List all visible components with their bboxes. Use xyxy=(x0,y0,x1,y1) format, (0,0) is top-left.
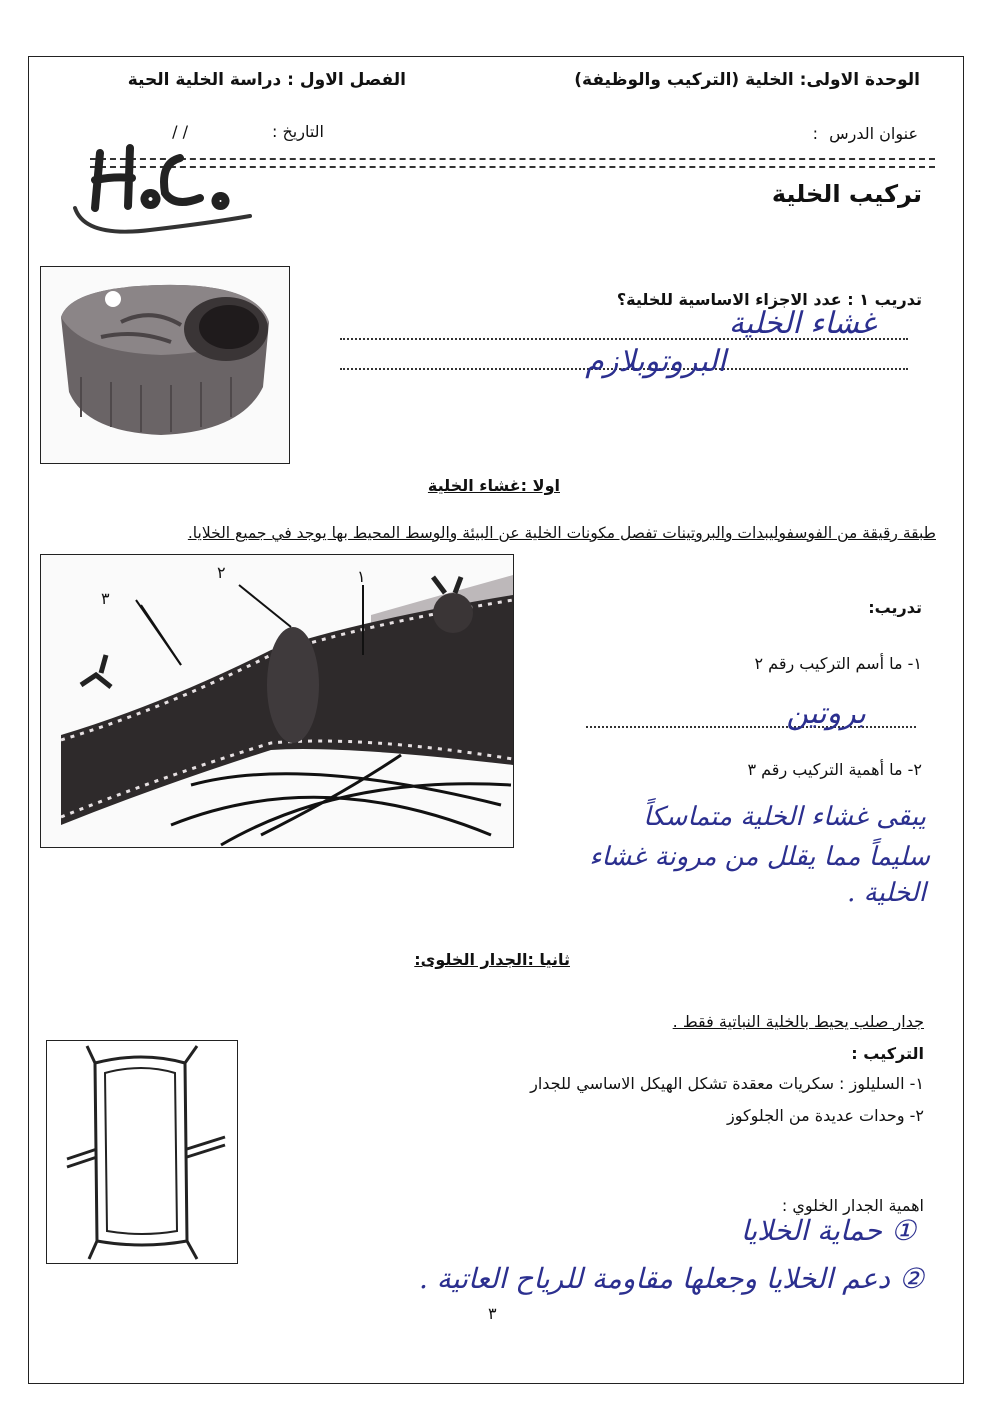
membrane-definition: طبقة رقيقة من الفوسفوليبدات والبروتينات تفصل مكونات الخلية عن البيئة والوسط المحيط بها يوجد في جميع الخلايا. xyxy=(187,524,936,542)
question-1: ١- ما أسم التركيب رقم ٢ xyxy=(754,654,922,673)
date-value: / / xyxy=(172,122,188,141)
page-number: ٣ xyxy=(488,1304,497,1323)
composition-label: التركيب : xyxy=(851,1044,924,1063)
cell-image xyxy=(40,266,290,464)
signature xyxy=(70,138,260,248)
diagram-label-2: ٢ xyxy=(217,563,226,582)
diagram-label-3: ٣ xyxy=(101,589,110,608)
composition-item-1: ١- السليلوز : سكريات معقدة تشكل الهيكل الاساسي للجدار xyxy=(530,1074,924,1093)
composition-item-2: ٢- وحدات عديدة من الجلوكوز xyxy=(727,1106,924,1125)
chapter-title: الفصل الاول : دراسة الخلية الحية xyxy=(127,70,406,90)
exercise1-answer-1: غشاء الخلية xyxy=(728,306,876,341)
question-2-answer-line1: يبقى غشاء الخلية متماسكاً xyxy=(643,802,926,832)
question-2-answer-line2: سليماً مما يقلل من مرونة غشاء xyxy=(589,842,930,872)
question-2: ٢- ما أهمية التركيب رقم ٣ xyxy=(747,760,922,779)
cell-wall-image xyxy=(46,1040,238,1264)
date-label: التاريخ : xyxy=(271,122,324,141)
importance-item-2: ② دعم الخلايا وجعلها مقاومة للرياح العاتية . xyxy=(418,1262,924,1295)
plant-cell-wall-illustration xyxy=(47,1041,237,1263)
exercise1-answer-2: البروتوبلازم xyxy=(585,344,726,379)
importance-label: اهمية الجدار الخلوي : xyxy=(781,1196,924,1215)
page-title: تركيب الخلية xyxy=(771,180,922,208)
importance-item-1: ① حماية الخلايا xyxy=(740,1214,916,1247)
cell-wall-definition: جدار صلب يحيط بالخلية النباتية فقط . xyxy=(672,1012,924,1031)
section1-heading: اولا :غشاء الخلية xyxy=(427,476,560,495)
exercise1-question: تدريب ١ : عدد الاجزاء الاساسية للخلية؟ xyxy=(616,290,922,309)
training-label: تدريب: xyxy=(868,598,922,617)
question-1-answer: بروتين xyxy=(786,696,866,731)
lesson-title-label: عنوان الدرس xyxy=(829,124,918,143)
section2-heading: ثانيا :الجدار الخلوى: xyxy=(414,950,570,969)
signature-scribble xyxy=(70,138,260,248)
unit-title: الوحدة الاولى: الخلية (التركيب والوظيفة) xyxy=(574,70,920,90)
question-2-answer-line3: الخلية . xyxy=(847,878,926,908)
animal-cell-illustration xyxy=(41,267,289,463)
signature-text xyxy=(70,138,72,139)
cell-membrane-illustration xyxy=(41,555,513,847)
question-1-answer-line xyxy=(586,726,916,728)
diagram-label-1: ١ xyxy=(357,567,366,586)
membrane-image xyxy=(40,554,514,848)
